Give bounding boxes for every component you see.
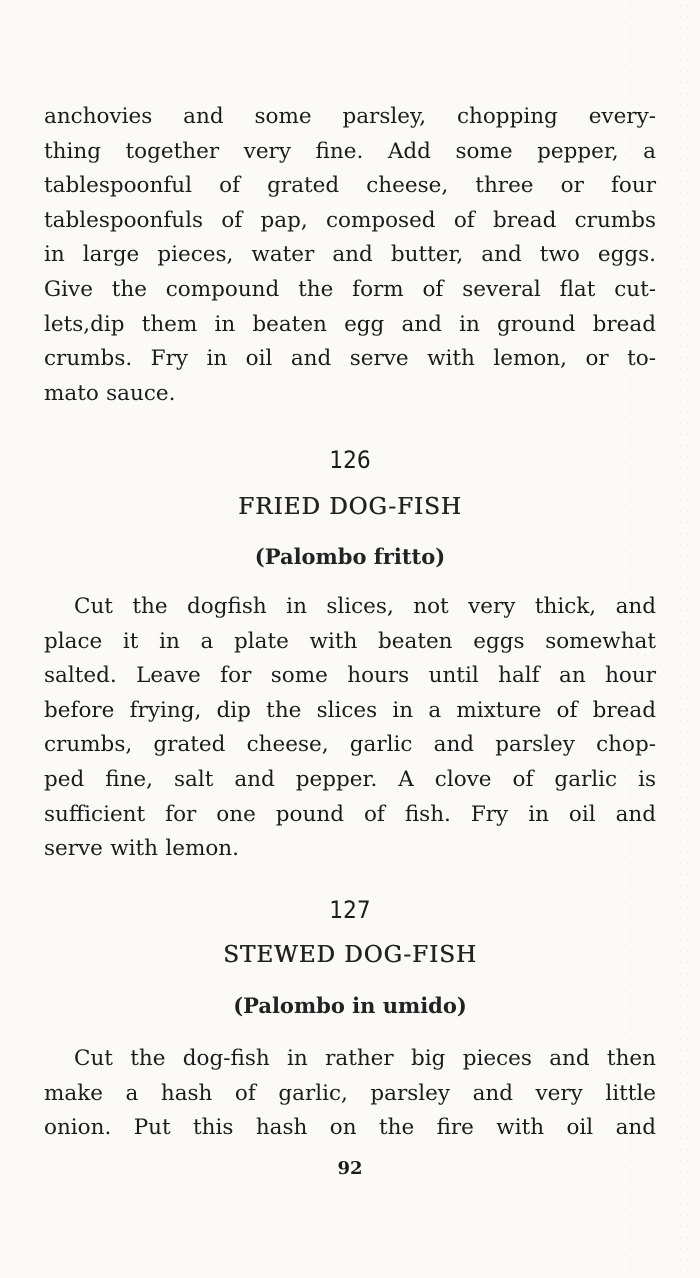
text-line: crumbs. Fry in oil and serve with lemon, or to- <box>44 346 656 372</box>
text-line: sufficient for one pound of fish. Fry in oil and <box>44 801 656 827</box>
text-line: make a hash of garlic, parsley and very little <box>44 1080 656 1106</box>
text-line: lets,dip them in beaten egg and in ground bread <box>44 311 656 337</box>
text-line: Give the compound the form of several flat cut- <box>44 276 656 302</box>
text-line: place it in a plate with beaten eggs somewhat <box>44 628 656 654</box>
text-line: onion. Put this hash on the fire with oil and <box>44 1115 656 1141</box>
recipe-subtitle: (Palombo in umido) <box>233 993 467 1018</box>
text-line: thing together very fine. Add some pepper, a <box>44 138 656 164</box>
text-line: mato sauce. <box>44 380 176 406</box>
recipe-title: FRIED DOG-FISH <box>238 494 462 520</box>
text-line: before frying, dip the slices in a mixture of bread <box>44 697 656 723</box>
text-line: ped fine, salt and pepper. A clove of garlic is <box>44 766 656 792</box>
recipe-number: 127 <box>329 896 371 924</box>
text-line: serve with lemon. <box>44 836 239 862</box>
intro-paragraph <box>44 100 656 411</box>
text-line: tablespoonfuls of pap, composed of bread crumbs <box>44 207 656 233</box>
text-line: Cut the dog-fish in rather big pieces and then <box>74 1046 656 1071</box>
page-number: 92 <box>337 1158 363 1179</box>
recipe-subtitle: (Palombo fritto) <box>254 544 446 569</box>
recipe-title: STEWED DOG-FISH <box>223 942 477 968</box>
recipe-number: 126 <box>329 446 371 474</box>
text-line: crumbs, grated cheese, garlic and parsley chop- <box>44 732 656 758</box>
recipe-paragraph <box>44 1042 656 1146</box>
text-line: Cut the dogfish in slices, not very thick, and <box>74 594 656 619</box>
text-line: salted. Leave for some hours until half an hour <box>44 663 656 689</box>
text-line: anchovies and some parsley, chopping every- <box>44 104 656 129</box>
text-line: in large pieces, water and butter, and two eggs. <box>44 242 656 268</box>
recipe-paragraph <box>44 590 656 867</box>
text-line: tablespoonful of grated cheese, three or four <box>44 173 656 199</box>
